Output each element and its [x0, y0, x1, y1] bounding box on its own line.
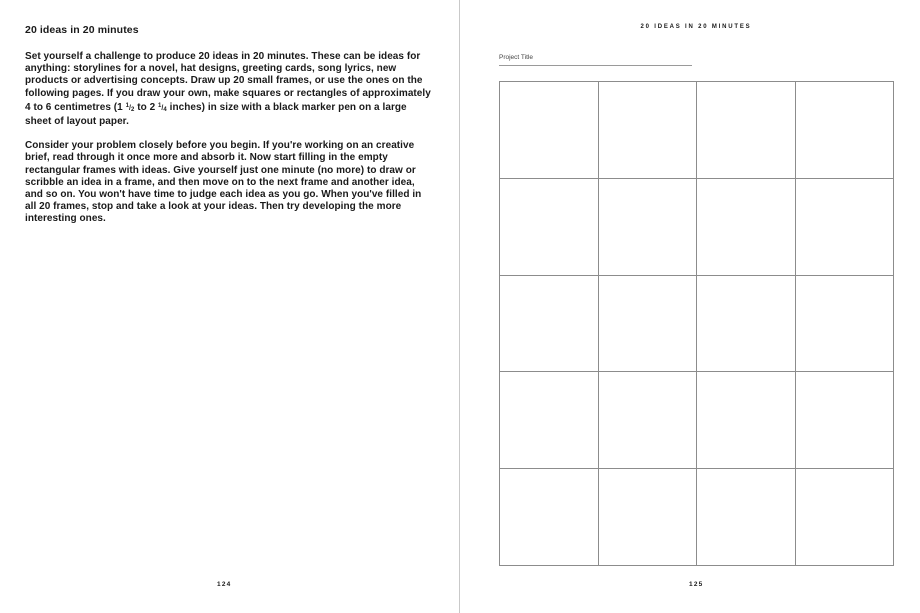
- idea-frame[interactable]: [796, 276, 895, 373]
- idea-frame[interactable]: [697, 276, 796, 373]
- idea-frame[interactable]: [500, 179, 599, 276]
- idea-frame[interactable]: [500, 276, 599, 373]
- idea-frame[interactable]: [697, 372, 796, 469]
- idea-frame[interactable]: [599, 179, 698, 276]
- fraction-quarter: $^1/_4$: [158, 102, 167, 113]
- idea-frame[interactable]: [796, 469, 895, 566]
- idea-frame[interactable]: [599, 82, 698, 179]
- project-title-label: Project Title: [499, 54, 533, 61]
- page-title: 20 ideas in 20 minutes: [25, 24, 139, 36]
- page-number-left: 124: [217, 581, 232, 588]
- idea-frame[interactable]: [599, 276, 698, 373]
- paragraph-1-part-3: inches) in size with a black marker pen on a large sheet of layout paper.: [25, 101, 407, 128]
- project-title-line[interactable]: [499, 65, 692, 66]
- idea-frame[interactable]: [697, 469, 796, 566]
- page-number-right: 125: [689, 581, 704, 588]
- paragraph-2: Consider your problem closely before you begin. If you're working on an creative brief, read through it once more and absorb it. Now start filling in the empty rectangular frames with ideas. Give yourself just one minute (no more) to draw or scribble an idea in a frame, and then move on to the next frame and another idea, and so on. You won't have time to judge each idea as you go. When you've filled in all 20 frames, stop and take a look at your ideas. Then try developing the more interesting ones.: [25, 140, 422, 225]
- idea-frame[interactable]: [697, 82, 796, 179]
- running-head: 20 IDEAS IN 20 MINUTES: [640, 24, 752, 30]
- idea-frame[interactable]: [500, 82, 599, 179]
- body-text: [25, 51, 435, 238]
- idea-frame[interactable]: [796, 372, 895, 469]
- idea-frame[interactable]: [599, 372, 698, 469]
- idea-frame[interactable]: [796, 179, 895, 276]
- idea-frame[interactable]: [697, 179, 796, 276]
- fraction-half: $^1/_2$: [125, 102, 135, 113]
- right-page: [461, 0, 920, 613]
- gutter-divider: [459, 0, 460, 613]
- left-page: [0, 0, 459, 613]
- idea-frame[interactable]: [796, 82, 895, 179]
- idea-frame[interactable]: [500, 469, 599, 566]
- paragraph-1: [25, 51, 435, 128]
- idea-frame[interactable]: [500, 372, 599, 469]
- idea-frame-grid: [499, 81, 894, 566]
- paragraph-1-part-1: Set yourself a challenge to produce 20 ideas in 20 minutes. These can be ideas for anything: storylines for a novel, hat designs, greeting cards, song lyrics, new products or advertising concepts. Draw up 20 small frames, or use the ones on the following pages. If you draw your own, make squares or rectangles of approximately 4 to 6 centimetres (1: [25, 51, 431, 113]
- idea-frame[interactable]: [599, 469, 698, 566]
- paragraph-1-part-2: to 2: [134, 101, 159, 113]
